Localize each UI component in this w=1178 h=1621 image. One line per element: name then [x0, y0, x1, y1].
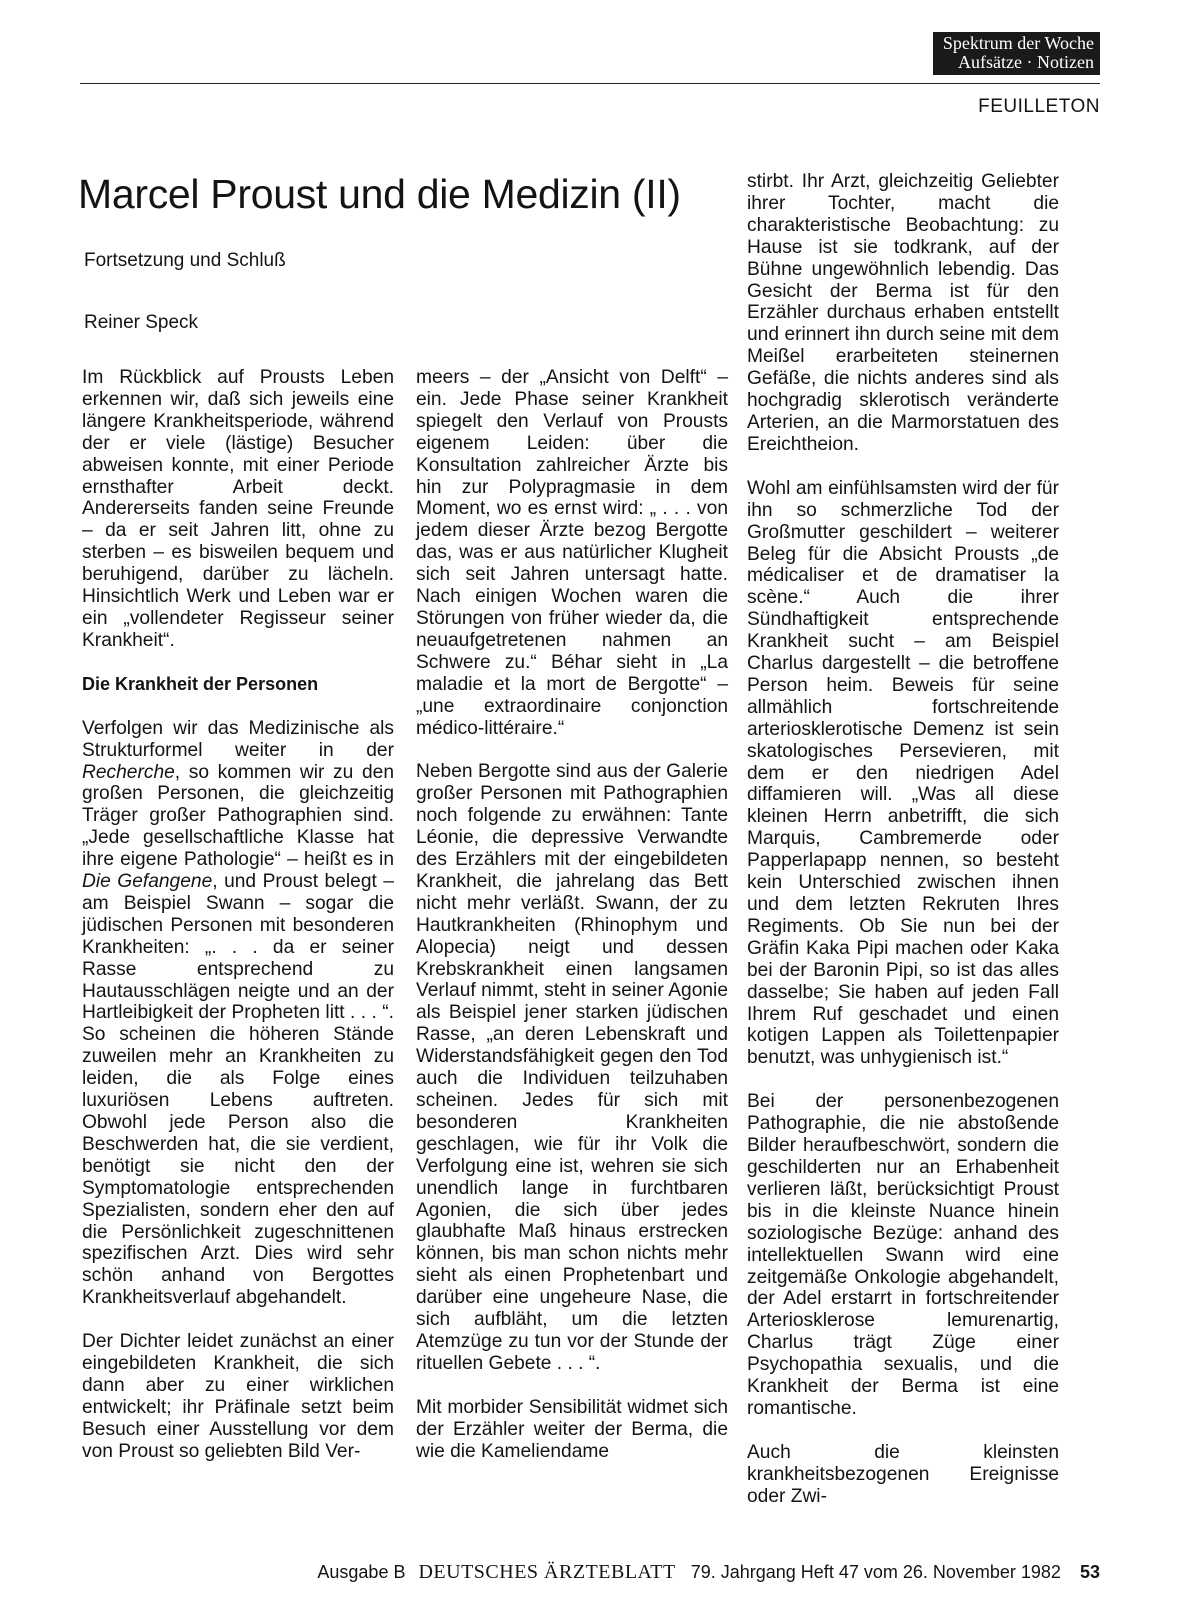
paragraph: stirbt. Ihr Arzt, gleichzeitig Geliebter ihrer Tochter, macht die charakteristische Beobachtung: zu Hause ist sie todkrank, auf der Bühne ungewöhnlich lebendig. Das Gesicht der Berma ist für den Erzähler durchaus erhaben entstellt und erinnert ihn durch seine mit dem Meißel erarbeiteten steinernen Gefäße, die nichts anderes sind als hochgradig sklerotisch veränderte Arterien, an die Marmorstatuen des Ereichtheion.	[747, 171, 1059, 455]
paragraph: Der Dichter leidet zunächst an einer eingebildeten Krankheit, die sich dann aber zu einer wirklichen entwickelt; ihr Präfinale setzt beim Besuch einer Ausstellung vor dem von Proust so geliebten Bild Ver-	[82, 1331, 394, 1462]
badge-line-2: Aufsätze · Notizen	[958, 52, 1094, 72]
text-run: Verfolgen wir das Medizinische als Strukturformel weiter in der	[82, 717, 394, 761]
page-number: 53	[1079, 1562, 1100, 1582]
section-heading: Die Krankheit der Personen	[82, 673, 319, 694]
paragraph: Mit morbider Sensibilität widmet sich der Erzähler weiter der Berma, die wie die Kameliendame	[416, 1396, 728, 1462]
emphasis: Recherche	[82, 761, 175, 783]
edition-label: Ausgabe B	[317, 1562, 406, 1582]
text-run: , und Proust belegt – am Beispiel Swann – sogar die jüdischen Personen mit besonderen Krankheiten: „. . . da er seiner Rasse entsprechend zu Hautausschlägen neigte und an der Hartleibigkeit der Propheten litt . . . “. So scheinen die höheren Stände zuweilen mehr an Krankheiten zu leiden, die als Folge eines luxuriösen Lebens auftreten. Obwohl jede Person also die Beschwerden hat, die sie verdient, benötigt sie nicht den der Symptomatologie entsprechenden Spezialisten, sondern eher den auf die Persönlichkeit zugeschnittenen spezifischen Arzt. Dies wird sehr schön anhand von Bergottes Krankheitsverlauf abgehandelt.	[82, 871, 394, 1309]
text-run: , so kommen wir zu den großen Personen, die gleichzeitig Träger großer Pathographien sind. „Jede gesellschaftliche Klasse hat ihre eigene Pathologie“ – heißt es in	[82, 761, 394, 871]
emphasis: Die Gefangene	[82, 871, 213, 893]
section-label: FEUILLETON	[978, 96, 1100, 117]
header-rule	[80, 83, 1100, 84]
paragraph: Neben Bergotte sind aus der Galerie großer Personen mit Pathographien noch folgende zu erwähnen: Tante Léonie, die depressive Verwandte des Erzählers mit der eingebildeten Krankheit, die jahrelang das Bett nicht mehr verläßt. Swann, der zu Hautkrankheiten (Rhinophym und Alopecia) neigt und dessen Krebskrankheit einen langsamen Verlauf nimmt, steht in seiner Agonie als Beispiel jener starken jüdischen Rasse, „an deren Lebenskraft und Widerstandsfähigkeit gegen den Tod auch die Individuen teilzuhaben scheinen. Jedes für sich mit besonderen Krankheiten geschlagen, wie für ihr Volk die Verfolgung eine ist, wehren sie sich unendlich lange in furchtbaren Agonien, die sich über jedes glaubhafte Maß hinaus erstrecken können, bis man schon nichts mehr sieht als einen Prophetenbart und darüber eine ungeheure Nase, die sich aufbläht, um die letzten Atemzüge zu tun vor der Stunde der rituellen Gebete . . . “.	[416, 761, 728, 1374]
journal-name: DEUTSCHES ÄRZTEBLATT	[418, 1561, 676, 1583]
paragraph: meers – der „Ansicht von Delft“ – ein. Jede Phase seiner Krankheit spiegelt den Verlauf von Prousts eigenem Leiden: über die Konsultation zahlreicher Ärzte bis hin zur Polypragmasie in dem Moment, wo es ernst wird: „ . . . von jedem dieser Ärzte bezog Bergotte das, was er aus natürlicher Klugheit sich seit Jahren untersagt hatte. Nach einigen Wochen waren die Störungen von früher wieder da, die neuaufgetretenen nahmen an Schwere zu.“ Béhar sieht in „La maladie et la mort de Bergotte“ – „une extraordinaire conjonction médico-littéraire.“	[416, 367, 728, 739]
paragraph: Im Rückblick auf Prousts Leben erkennen wir, daß sich jeweils eine längere Krankheitsperiode, während der er viele (lästige) Besucher abweisen konnte, mit einer Periode ernsthafter Arbeit deckt. Andererseits fanden seine Freunde – da er seit Jahren litt, ohne zu sterben – es bisweilen bequem und beruhigend, darüber zu lächeln. Hinsichtlich Werk und Leben war er ein „vollendeter Regisseur seiner Krankheit“.	[82, 367, 394, 651]
section-badge	[933, 32, 1100, 75]
article-author: Reiner Speck	[84, 312, 199, 333]
article-subtitle: Fortsetzung und Schluß	[84, 250, 286, 271]
paragraph: Wohl am einfühlsamsten wird der für ihn so schmerzliche Tod der Großmutter geschildert – weiterer Beleg für die Absicht Prousts „de médicaliser et de dramatiser la scène.“ Auch die ihrer Sündhaftigkeit entsprechende Krankheit sucht – am Beispiel Charlus dargestellt – die betroffene Person heim. Beweis für seine allmählich fortschreitende arteriosklerotische Demenz ist sein skatologisches Persevieren, mit dem er den niedrigen Adel diffamieren will. „Was all diese kleinen Herrn anbetrifft, die sich Marquis, Cambremerde oder Papperlapapp nennen, so besteht kein Unterschied zwischen ihnen und dem letzten Rekruten Ihres Regiments. Ob Sie nun bei der Gräfin Kaka Pipi machen oder Kaka bei der Baronin Pipi, so ist das alles dasselbe; Sie haben auf jeden Fall Ihrem Ruf geschadet und einen kotigen Lappen als Toilettenpapier benutzt, was unhygienisch ist.“	[747, 477, 1059, 1069]
paragraph: Bei der personenbezogenen Pathographie, die nie abstoßende Bilder heraufbeschwört, sondern die geschilderten nur an Erhabenheit verlieren läßt, berücksichtigt Proust bis in die kleinste Nuance hinein soziologische Bezüge: anhand des intellektuellen Swann wird eine zeitgemäße Onkologie abgehandelt, der Adel erstarrt in fortschreitender Arteriosklerose lemurenartig, Charlus trägt Züge einer Psychopathia sexualis, und die Krankheit der Berma ist eine romantische.	[747, 1091, 1059, 1419]
text-column-3	[747, 171, 1059, 1530]
paragraph	[82, 718, 394, 1309]
text-column-1	[82, 367, 394, 1485]
article-title: Marcel Proust und die Medizin (II)	[78, 171, 681, 217]
badge-line-1: Spektrum der Woche	[942, 33, 1094, 53]
issue-info: 79. Jahrgang Heft 47 vom 26. November 1982	[690, 1562, 1061, 1582]
paragraph: Auch die kleinsten krankheitsbezogenen Ereignisse oder Zwi-	[747, 1441, 1059, 1507]
page-footer	[0, 1561, 1100, 1584]
text-column-2	[416, 367, 728, 1485]
